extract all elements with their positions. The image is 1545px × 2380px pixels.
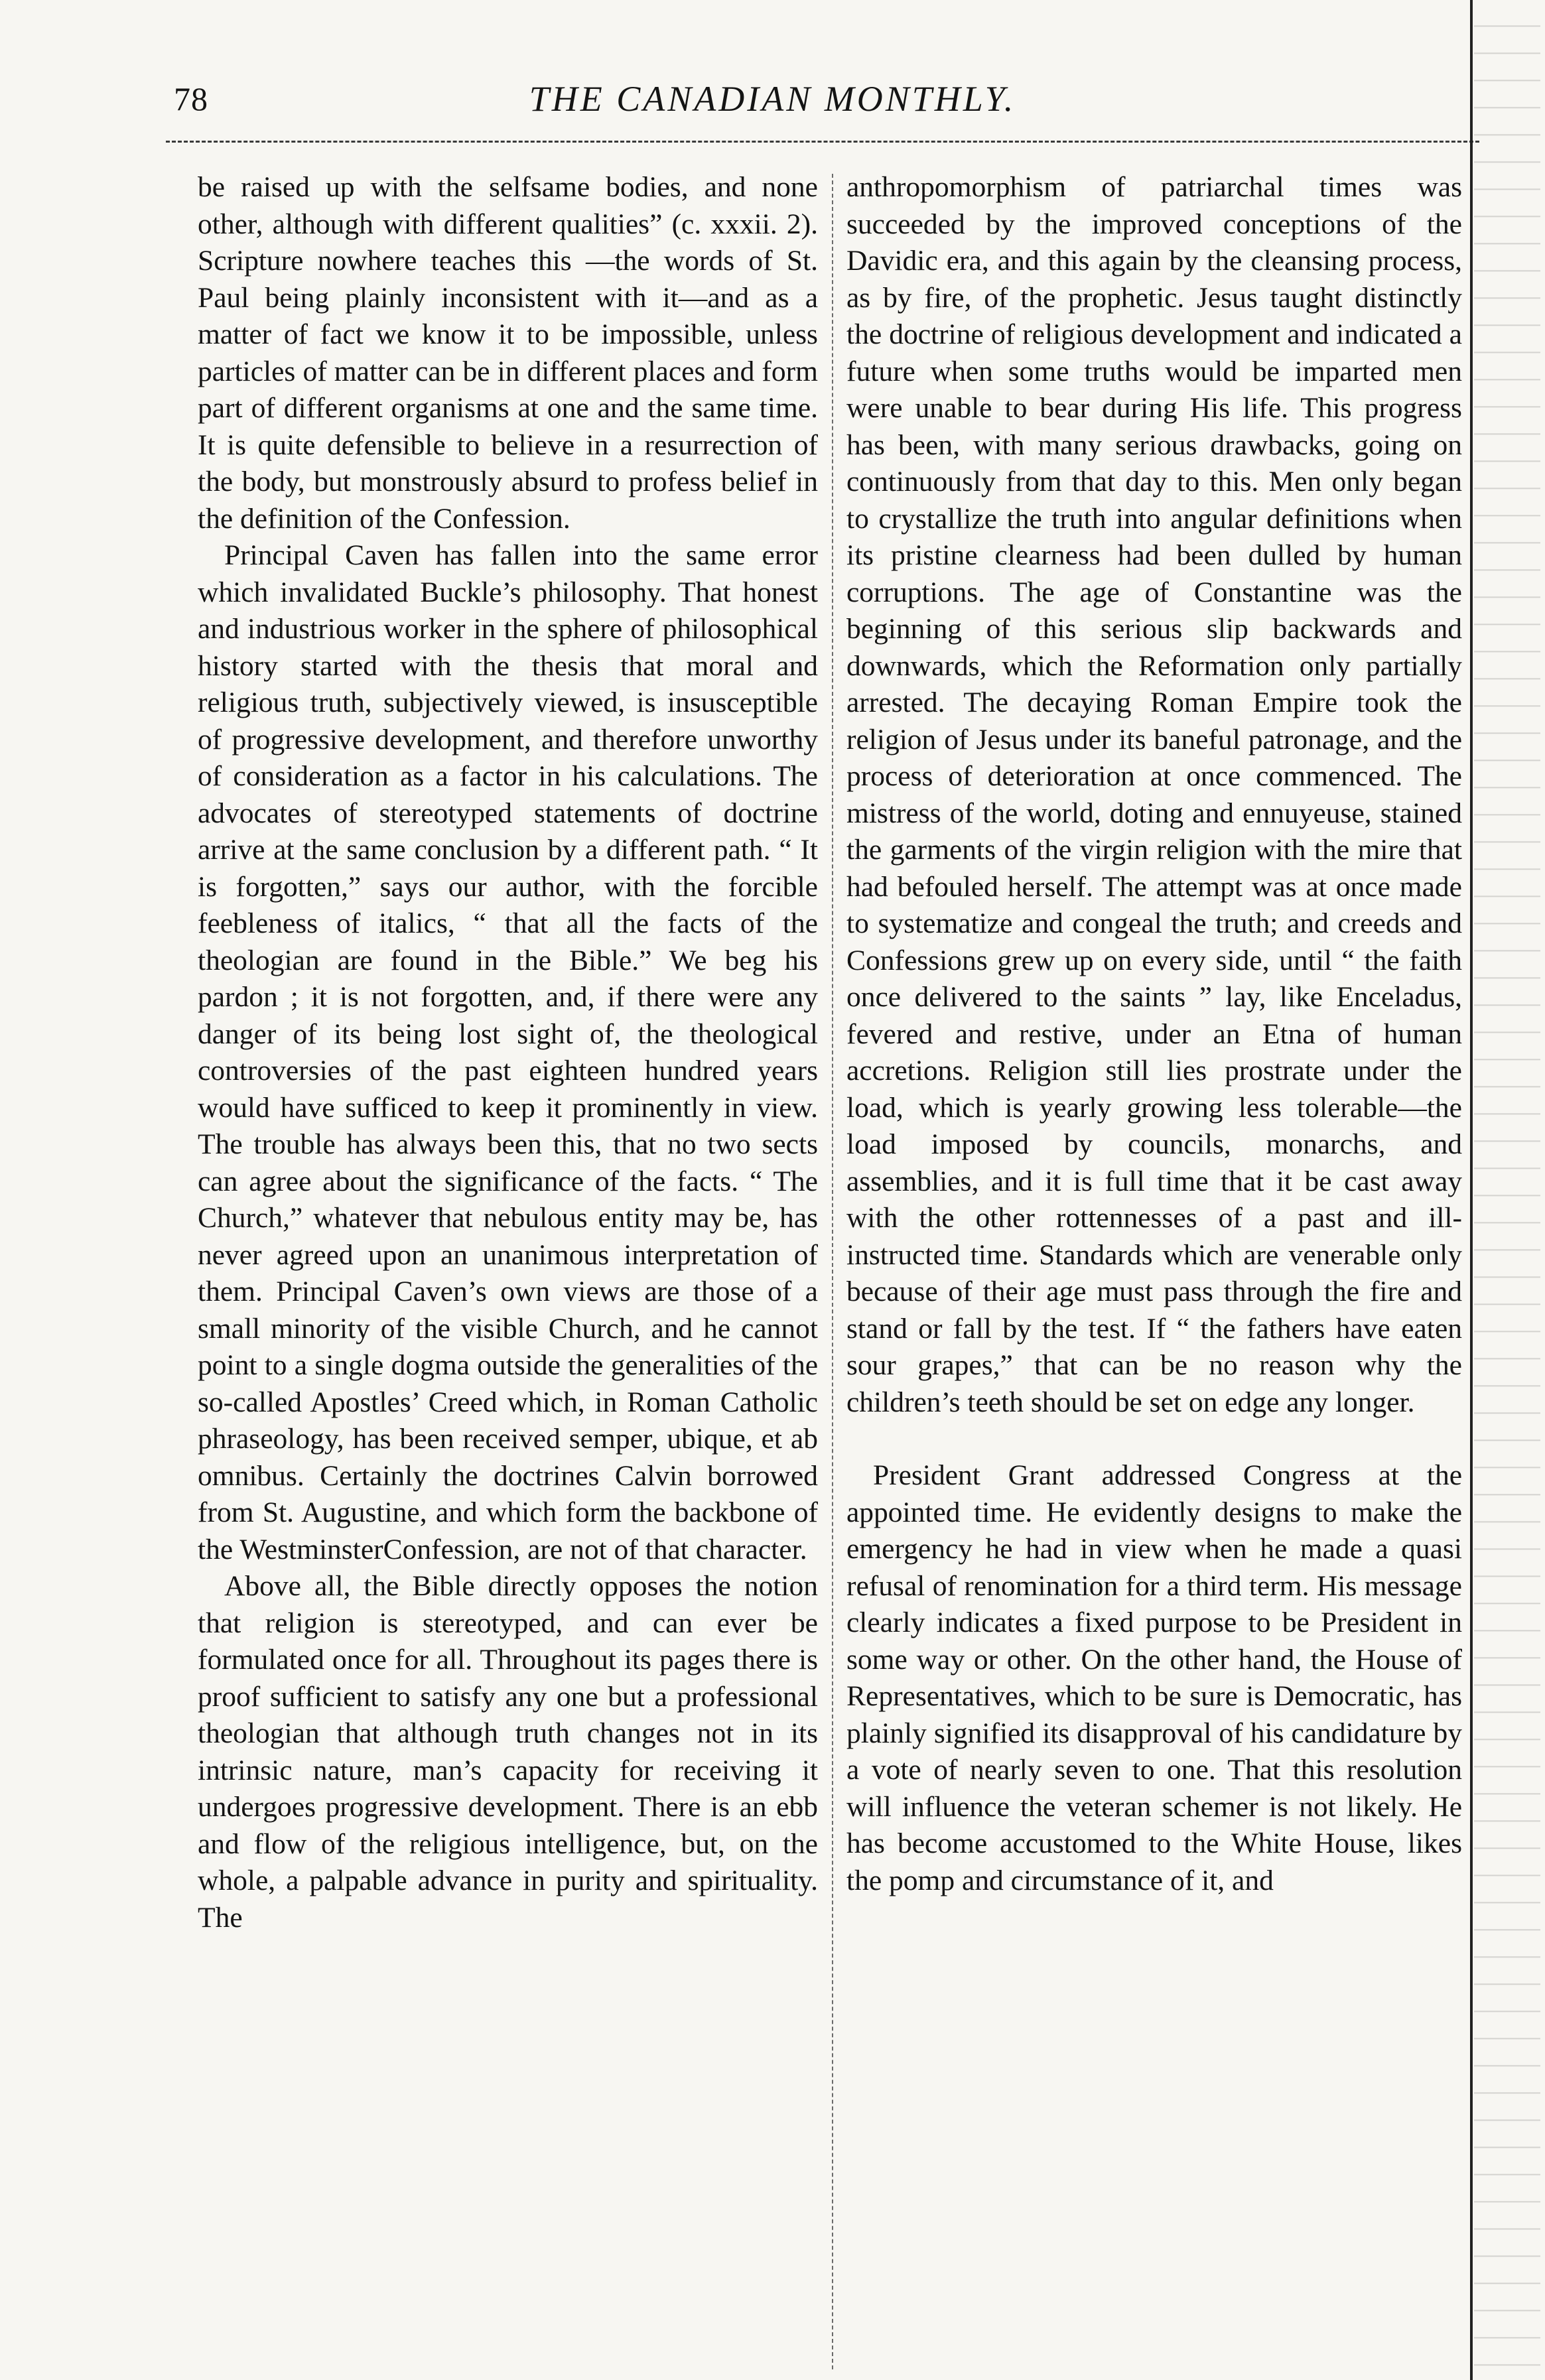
paragraph: Above all, the Bible directly opposes the notion that religion is stereotyped, and can ever be formulated once for all. Throughout its pages there is proof sufficient to satisfy any one but a professional theologian that although truth changes not in its intrinsic nature, man’s capacity for receiving it undergoes progressive development. There is an ebb and flow of the religious intelligence, but, on the whole, a palpable advance in purity and spirituality. The <box>198 1570 818 1934</box>
page-edge-rule <box>1470 0 1473 2380</box>
paragraph: anthropomorphism of patriarchal times was succeeded by the improved conceptions of the Davidic era, and this again by the cleansing process, as by fire, of the prophetic. Jesus taught distinctly the doctrine of religious development and indicated a future when some truths would be imparted men were unable to bear during His life. This progress has been, with many serious drawbacks, going on continuously from that day to this. Men only began to crystallize the truth into angular definitions when its pristine clearness had been dulled by human corruptions. The age of Constantine was the beginning of this serious slip backwards and downwards, which the Reformation only partially arrested. The decaying Roman Empire took the religion of Jesus under its baneful patronage, and the process of deterioration at once commenced. The mistress of the world, doting and ennuyeuse, stained the garments of the virgin religion with the mire that had befouled herself. The attempt was at once made to systematize and congeal the truth; and creeds and Confessions grew up on every side, until “ the faith once delivered to the saints ” lay, like Enceladus, fevered and restive, under an Etna of human accretions. Religion still lies prostrate under the load, which is yearly growing less tolerable—the load imposed by councils, monarchs, and assemblies, and it is full time that it be cast away with the other rottennesses of a past and ill-instructed time. Standards which are venerable only because of their age must pass through the fire and stand or fall by the test. If “ the fathers have eaten sour grapes,” that can be no reason why the children’s teeth should be set on edge any longer. <box>846 171 1462 1418</box>
paragraph: Principal Caven has fallen into the same error which invalidated Buckle’s philosophy. That honest and industrious worker in the sphere of philosophical history started with the thesis that moral and religious truth, subjectively viewed, is insusceptible of progressive development, and therefore unworthy of consideration as a factor in his calculations. The advocates of stereotyped statements of doctrine arrive at the same conclusion by a different path. “ It is forgotten,” says our author, with the forcible feebleness of italics, “ that all the facts of the theologian are found in the Bible.” We beg his pardon ; it is not forgotten, and, if there were any danger of its being lost sight of, the theological controversies of the past eighteen hundred years would have sufficed to keep it prominently in view. The trouble has always been this, that no two sects can agree about the significance of the facts. “ The Church,” whatever that nebulous entity may be, has never agreed upon an unanimous interpretation of them. Principal Caven’s own views are those of a small minority of the visible Church, and he cannot point to a single dogma outside the generalities of the so-called Apostles’ Creed which, in Roman Catholic phraseology, has been received semper, ubique, et ab omnibus. Certainly the doctrines Calvin borrowed from St. Augustine, and which form the backbone of the WestminsterConfession, are not of that character. <box>198 539 818 1565</box>
paragraph: President Grant addressed Congress at the appointed time. He evidently designs to make the emergency he had in view when he made a quasi refusal of renomination for a third term. His message clearly indicates a fixed purpose to be President in some way or other. On the other hand, the House of Representatives, which to be sure is Democratic, has plainly signified its disapproval of his candidature by a vote of nearly seven to one. That this resolution will influence the veteran schemer is not likely. He has become accustomed to the White House, likes the pomp and circumstance of it, and <box>846 1459 1462 1896</box>
column-divider <box>832 174 833 2369</box>
header-rule <box>166 141 1479 143</box>
running-head: THE CANADIAN MONTHLY. <box>529 79 1016 119</box>
page-number: 78 <box>174 80 208 117</box>
paragraph: be raised up with the selfsame bodies, and none other, although with different qualities” (c. xxxii. 2). Scripture nowhere teaches this —the words of St. Paul being plainly inconsistent with it—and as a matter of fact we know it to be impossible, unless particles of matter can be in different places and form part of different organisms at one and the same time. It is quite defensible to believe in a resurrection of the body, but monstrously absurd to profess belief in the definition of the Confession. <box>198 171 818 535</box>
right-column <box>846 169 1462 1899</box>
left-column <box>198 169 818 1936</box>
scan-edge-artifact <box>1474 0 1540 2380</box>
